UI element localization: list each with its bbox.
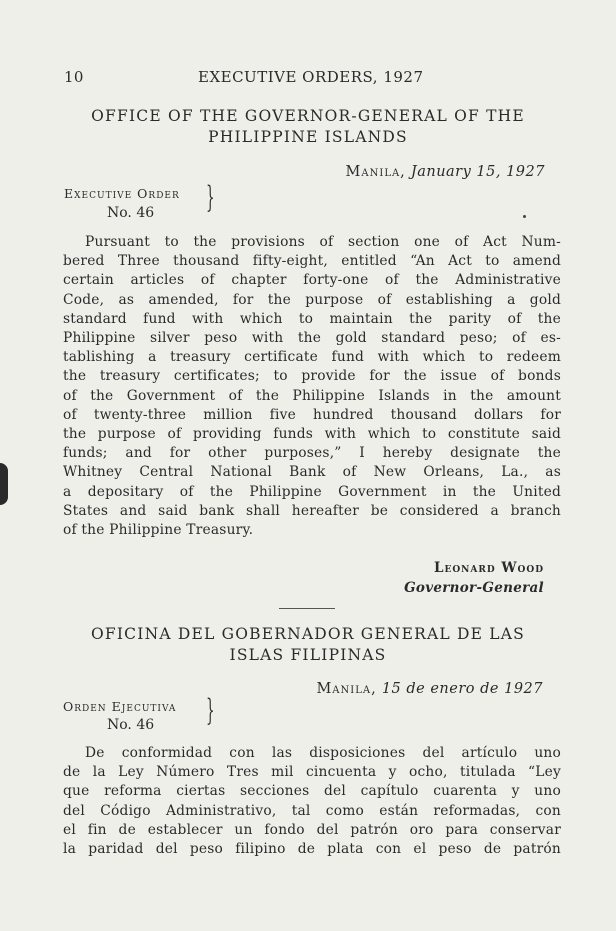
english-dateline-date: January 15, 1927 — [410, 164, 545, 180]
spanish-dateline-city: Manila, — [316, 681, 377, 697]
body-line: tablishing a treasury certificate fund with which to redeem — [63, 349, 561, 366]
running-title: EXECUTIVE ORDERS, 1927 — [198, 68, 424, 86]
body-line: of twenty-three million five hundred thousand dollars for — [63, 406, 561, 423]
brace-mark: } — [206, 693, 215, 728]
english-order-label: Executive Order — [64, 186, 180, 201]
body-line: Pursuant to the provisions of section one of Act Num- — [85, 234, 561, 250]
margin-binding-mark — [0, 463, 8, 505]
body-line: De conformidad con las disposiciones del artículo uno — [85, 745, 561, 761]
body-line: Philippine silver peso with the gold standard peso; of es- — [63, 330, 561, 347]
english-office-title — [64, 106, 552, 148]
brace-mark: } — [206, 180, 215, 215]
spanish-body-paragraph — [63, 744, 561, 859]
body-line: Whitney Central National Bank of New Orleans, La., as — [63, 464, 561, 481]
spanish-dateline — [316, 681, 543, 697]
page-number: 10 — [64, 68, 84, 86]
english-office-title-line2: PHILIPPINE ISLANDS — [208, 128, 408, 146]
spanish-office-title-line1: OFICINA DEL GOBERNADOR GENERAL DE LAS — [91, 625, 525, 643]
spanish-order-label: Orden Ejecutiva — [63, 699, 177, 714]
signature-name: Leonard Wood — [433, 560, 544, 576]
body-line: the treasury certificates; to provide for the issue of bonds — [63, 368, 561, 385]
body-line: States and said bank shall hereafter be considered a branch — [63, 502, 561, 519]
body-line: Code, as amended, for the purpose of establishing a gold — [63, 291, 561, 308]
spanish-dateline-date: 15 de enero de 1927 — [381, 681, 543, 697]
body-line: la paridad del peso filipino de plata con el peso de patrón — [63, 841, 561, 858]
english-body-paragraph — [63, 233, 561, 540]
body-line: del Código Administrativo, tal como están reformadas, con — [63, 802, 561, 819]
english-office-title-line1: OFFICE OF THE GOVERNOR-GENERAL OF THE — [91, 107, 525, 125]
body-line: a depositary of the Philippine Government in the United — [63, 483, 561, 500]
body-line: de la Ley Número Tres mil cincuenta y ocho, titulada “Ley — [63, 764, 561, 781]
english-dateline — [346, 164, 545, 180]
english-order-number: No. 46 — [107, 205, 155, 221]
body-line: standard fund with which to maintain the parity of the — [63, 310, 561, 327]
english-dateline-city: Manila, — [345, 164, 406, 180]
body-line: el fin de establecer un fondo del patrón oro para conservar — [63, 821, 561, 838]
stray-dot — [523, 215, 526, 218]
english-signature — [404, 558, 544, 598]
spanish-office-title — [64, 624, 552, 666]
spanish-office-title-line2: ISLAS FILIPINAS — [229, 646, 387, 664]
body-line: bered Three thousand fifty-eight, entitled “An Act to amend — [63, 253, 561, 270]
body-line: of the Philippine Treasury. — [63, 522, 254, 539]
body-line: que reforma ciertas secciones del capítulo cuarenta y uno — [63, 783, 561, 800]
signature-title: Governor-General — [404, 580, 544, 596]
body-line: of the Government of the Philippine Islands in the amount — [63, 387, 561, 404]
body-line: certain articles of chapter forty-one of the Administrative — [63, 272, 561, 289]
section-divider — [279, 608, 335, 609]
body-line: the purpose of providing funds with which to constitute said — [63, 426, 561, 443]
spanish-order-number: No. 46 — [107, 717, 155, 733]
body-line: funds; and for other purposes,” I hereby designate the — [63, 445, 561, 462]
